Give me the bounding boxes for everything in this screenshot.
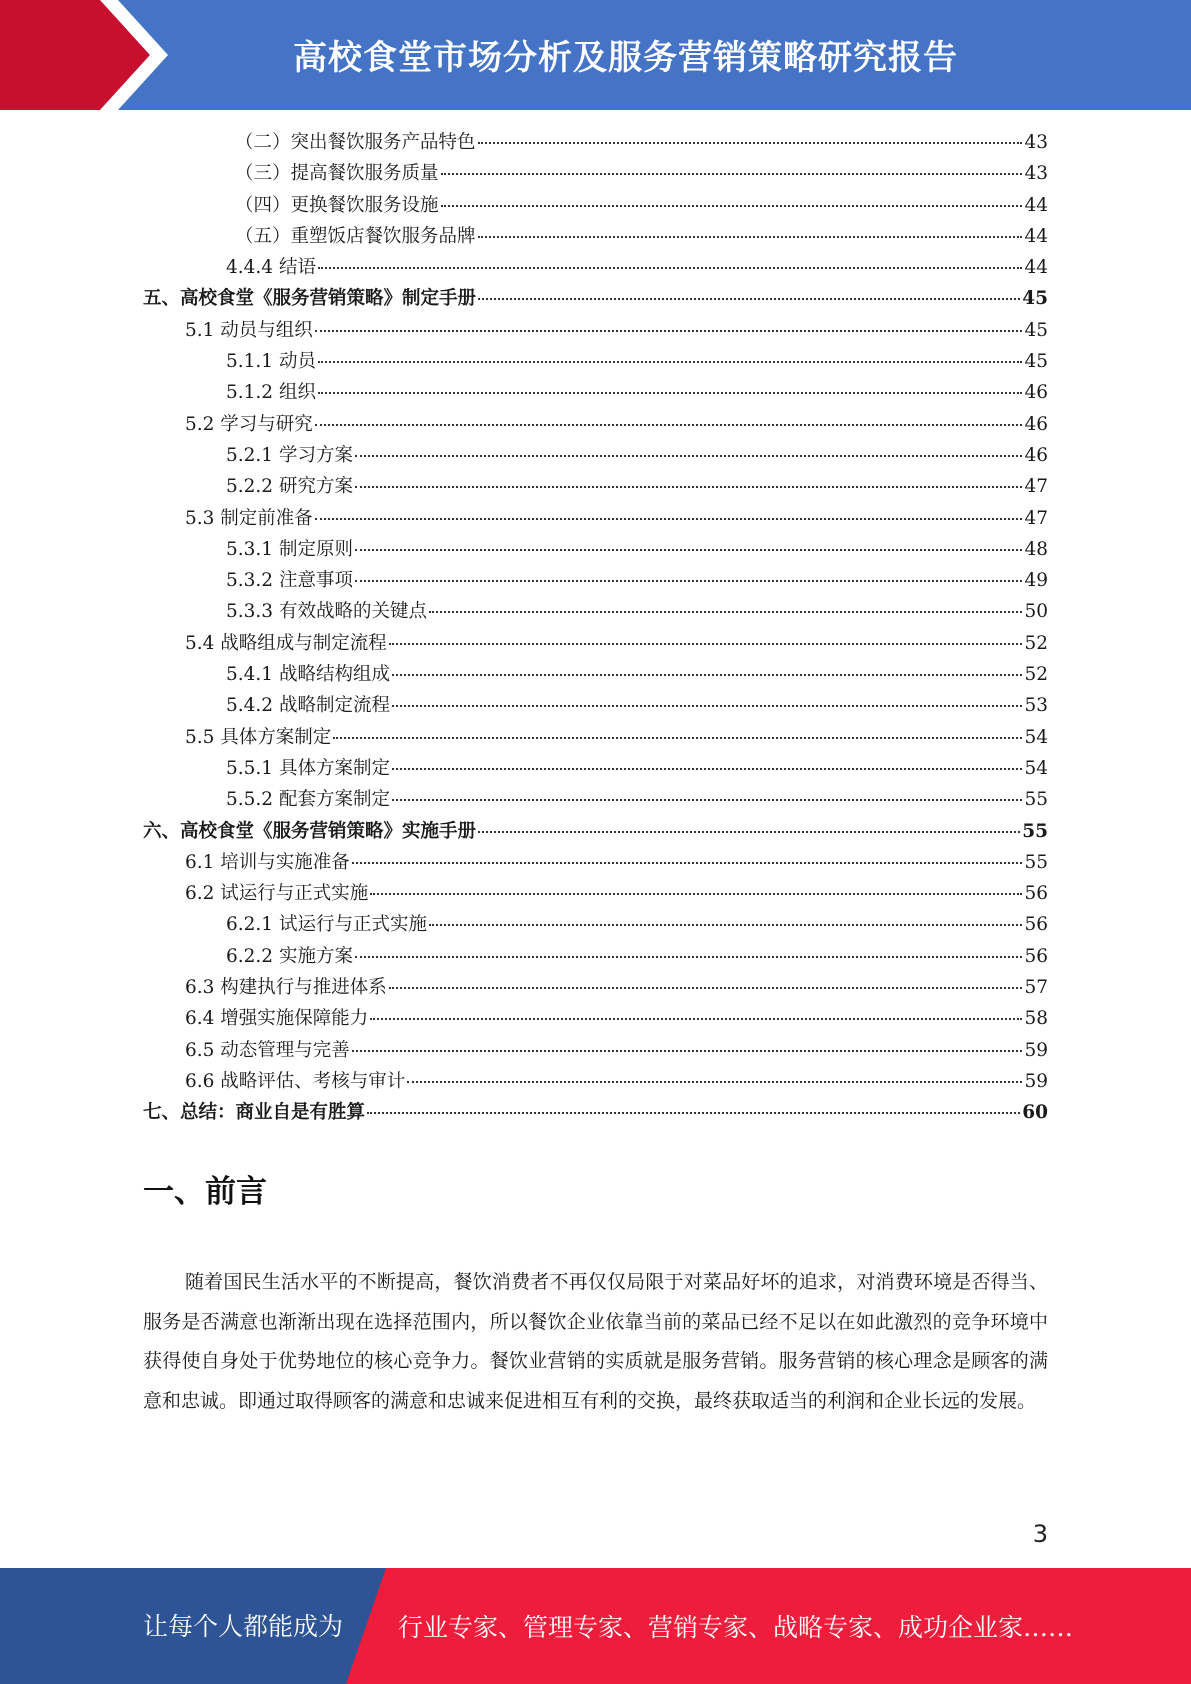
toc-entry-page: 52 <box>1024 664 1048 686</box>
toc-dot-leader <box>355 455 1023 457</box>
toc-entry-page: 45 <box>1024 319 1048 341</box>
toc-dot-leader <box>352 862 1023 864</box>
toc-entry-title: 5.4.2 战略制定流程 <box>226 695 390 717</box>
toc-entry[interactable] <box>143 1067 1048 1098</box>
toc-dot-leader <box>333 737 1022 739</box>
toc-dot-leader <box>429 611 1022 613</box>
toc-entry[interactable] <box>143 1098 1048 1129</box>
footer-slogan-right: 行业专家、管理专家、营销专家、战略专家、成功企业家…… <box>398 1613 1074 1642</box>
toc-dot-leader <box>355 956 1023 958</box>
toc-dot-leader <box>370 893 1022 895</box>
toc-entry-title: 5.4 战略组成与制定流程 <box>185 632 387 654</box>
toc-dot-leader <box>407 1081 1022 1083</box>
toc-entry-title: 5.5 具体方案制定 <box>185 726 332 748</box>
toc-dot-leader <box>441 205 1023 207</box>
toc-entry-page: 59 <box>1024 1070 1048 1092</box>
toc-entry-page: 56 <box>1024 914 1048 936</box>
section-heading: 一、前言 <box>143 1174 267 1210</box>
toc-entry-page: 55 <box>1024 789 1048 811</box>
toc-entry-page: 47 <box>1024 507 1048 529</box>
toc-entry[interactable] <box>143 441 1048 472</box>
toc-dot-leader <box>367 1112 1020 1114</box>
toc-entry-page: 57 <box>1024 977 1048 999</box>
toc-entry[interactable] <box>143 942 1048 973</box>
toc-dot-leader <box>389 987 1023 989</box>
toc-entry-page: 53 <box>1024 695 1048 717</box>
toc-entry[interactable] <box>143 879 1048 910</box>
toc-entry-title: 五、高校食堂《服务营销策略》制定手册 <box>143 288 477 310</box>
toc-entry[interactable] <box>143 504 1048 535</box>
toc-entry-title: 5.2.2 研究方案 <box>226 476 353 498</box>
toc-entry-title: 5.3.2 注意事项 <box>226 570 353 592</box>
body-paragraph: 随着国民生活水平的不断提高，餐饮消费者不再仅仅局限于对菜品好坏的追求，对消费环境是否得当、服务是否满意也渐渐出现在选择范围内，所以餐饮企业依靠当前的菜品已经不足以在如此激烈的竞争环境中获得使自身处于优势地位的核心竞争力。餐饮业营销的实质就是服务营销。服务营销的核心理念是顾客的满意和忠诚。即通过取得顾客的满意和忠诚来促进相互有利的交换，最终获取适当的利润和企业长远的发展。 <box>143 1271 1048 1412</box>
page-footer <box>0 1568 1191 1684</box>
toc-entry-title: 5.5.1 具体方案制定 <box>226 757 390 779</box>
toc-entry-page: 43 <box>1024 132 1048 153</box>
toc-entry-title: （五）重塑饭店餐饮服务品牌 <box>235 225 476 247</box>
toc-entry-title: 六、高校食堂《服务营销策略》实施手册 <box>143 820 477 842</box>
toc-entry-title: 6.3 构建执行与推进体系 <box>185 977 387 999</box>
toc-dot-leader <box>478 831 1020 833</box>
table-of-contents <box>143 128 1048 1130</box>
toc-dot-leader <box>315 330 1023 332</box>
toc-entry-page: 48 <box>1024 538 1048 560</box>
toc-dot-leader <box>355 486 1023 488</box>
toc-dot-leader <box>392 705 1022 707</box>
toc-dot-leader <box>441 173 1023 175</box>
toc-entry[interactable] <box>143 253 1048 284</box>
toc-entry-page: 43 <box>1024 163 1048 185</box>
toc-entry[interactable] <box>143 848 1048 879</box>
toc-entry-title: 5.5.2 配套方案制定 <box>226 789 390 811</box>
toc-entry-page: 52 <box>1024 632 1048 654</box>
toc-dot-leader <box>392 768 1022 770</box>
footer-slogan-left: 让每个人都能成为 <box>143 1612 344 1641</box>
toc-entry[interactable] <box>143 347 1048 378</box>
toc-dot-leader <box>429 924 1022 926</box>
toc-entry-page: 44 <box>1024 257 1048 279</box>
toc-entry-page: 56 <box>1024 945 1048 967</box>
toc-entry-page: 46 <box>1024 382 1048 404</box>
toc-entry[interactable] <box>143 1004 1048 1035</box>
toc-entry-title: （四）更换餐饮服务设施 <box>235 194 439 216</box>
toc-entry[interactable] <box>143 691 1048 722</box>
toc-entry-page: 55 <box>1024 851 1048 873</box>
toc-entry[interactable] <box>143 723 1048 754</box>
toc-entry[interactable] <box>143 629 1048 660</box>
toc-entry[interactable] <box>143 284 1048 315</box>
toc-entry[interactable] <box>143 535 1048 566</box>
toc-entry-page: 45 <box>1024 351 1048 373</box>
toc-entry-title: 6.2.2 实施方案 <box>226 945 353 967</box>
page-header <box>0 0 1191 110</box>
toc-entry[interactable] <box>143 566 1048 597</box>
toc-entry[interactable] <box>143 410 1048 441</box>
toc-dot-leader <box>355 580 1023 582</box>
toc-entry[interactable] <box>143 973 1048 1004</box>
toc-entry[interactable] <box>143 222 1048 253</box>
toc-entry-title: 5.3.1 制定原则 <box>226 538 353 560</box>
toc-dot-leader <box>478 236 1023 238</box>
toc-dot-leader <box>352 1050 1023 1052</box>
toc-entry-page: 58 <box>1024 1008 1048 1030</box>
toc-entry-title: （三）提高餐饮服务质量 <box>235 163 439 185</box>
page-number: 3 <box>1032 1520 1048 1548</box>
toc-entry[interactable] <box>143 378 1048 409</box>
toc-entry-page: 46 <box>1024 444 1048 466</box>
toc-dot-leader <box>392 799 1022 801</box>
toc-entry[interactable] <box>143 128 1048 159</box>
toc-entry-page: 45 <box>1022 288 1048 310</box>
toc-dot-leader <box>370 1018 1022 1020</box>
toc-entry[interactable] <box>143 316 1048 347</box>
toc-entry-title: 6.5 动态管理与完善 <box>185 1039 350 1061</box>
toc-entry-title: 5.2.1 学习方案 <box>226 444 353 466</box>
toc-entry[interactable] <box>143 191 1048 222</box>
toc-dot-leader <box>318 361 1023 363</box>
toc-entry-title: 5.2 学习与研究 <box>185 413 313 435</box>
toc-dot-leader <box>392 674 1022 676</box>
toc-entry[interactable] <box>143 159 1048 190</box>
toc-entry-title: （二）突出餐饮服务产品特色 <box>235 132 476 153</box>
toc-entry-title: 七、总结：商业自是有胜算 <box>143 1102 366 1124</box>
toc-entry-title: 6.2 试运行与正式实施 <box>185 883 369 905</box>
toc-entry-title: 6.4 增强实施保障能力 <box>185 1008 369 1030</box>
header-title: 高校食堂市场分析及服务营销策略研究报告 <box>293 38 958 78</box>
toc-entry-title: 5.3 制定前准备 <box>185 507 313 529</box>
toc-entry-page: 54 <box>1024 757 1048 779</box>
toc-entry[interactable] <box>143 754 1048 785</box>
toc-dot-leader <box>389 643 1023 645</box>
toc-dot-leader <box>315 518 1023 520</box>
toc-dot-leader <box>318 392 1023 394</box>
toc-entry-title: 5.1 动员与组织 <box>185 319 313 341</box>
toc-dot-leader <box>318 267 1023 269</box>
toc-entry-page: 47 <box>1024 476 1048 498</box>
toc-entry-page: 55 <box>1022 820 1048 842</box>
toc-entry-title: 5.3.3 有效战略的关键点 <box>226 601 427 623</box>
toc-entry-page: 56 <box>1024 883 1048 905</box>
toc-entry-page: 50 <box>1024 601 1048 623</box>
toc-entry-title: 5.1.2 组织 <box>226 382 316 404</box>
toc-dot-leader <box>355 549 1023 551</box>
toc-entry-page: 54 <box>1024 726 1048 748</box>
toc-entry[interactable] <box>143 660 1048 691</box>
toc-entry-page: 44 <box>1024 225 1048 247</box>
toc-entry-page: 60 <box>1022 1102 1048 1124</box>
toc-entry[interactable] <box>143 910 1048 941</box>
toc-entry-page: 46 <box>1024 413 1048 435</box>
toc-entry-title: 5.4.1 战略结构组成 <box>226 664 390 686</box>
toc-entry[interactable] <box>143 1036 1048 1067</box>
toc-entry-page: 49 <box>1024 570 1048 592</box>
toc-entry-title: 5.1.1 动员 <box>226 351 316 373</box>
toc-entry[interactable] <box>143 785 1048 816</box>
toc-entry-title: 4.4.4 结语 <box>226 257 316 279</box>
toc-entry-title: 6.2.1 试运行与正式实施 <box>226 914 427 936</box>
toc-entry-title: 6.6 战略评估、考核与审计 <box>185 1070 406 1092</box>
toc-dot-leader <box>478 298 1020 300</box>
toc-entry[interactable] <box>143 817 1048 848</box>
toc-entry-title: 6.1 培训与实施准备 <box>185 851 350 873</box>
toc-dot-leader <box>315 424 1023 426</box>
toc-dot-leader <box>478 142 1023 144</box>
toc-entry[interactable] <box>143 472 1048 503</box>
toc-entry[interactable] <box>143 597 1048 628</box>
toc-entry-page: 59 <box>1024 1039 1048 1061</box>
toc-entry-page: 44 <box>1024 194 1048 216</box>
